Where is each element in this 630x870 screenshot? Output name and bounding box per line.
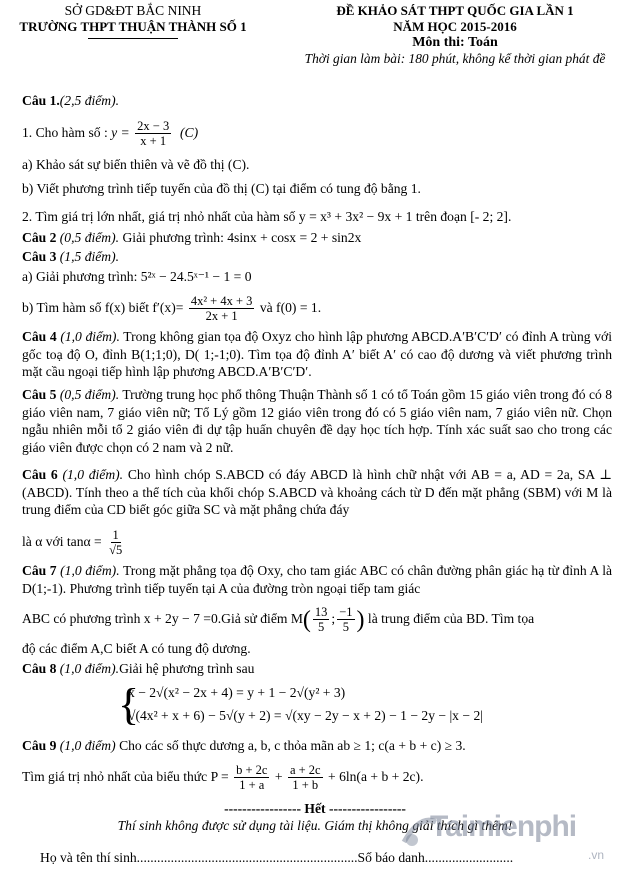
q3-b-tail: và f(0) = 1. — [259, 300, 322, 315]
q9-heading — [22, 737, 617, 755]
q9-text: Cho các số thực dương a, b, c thỏa mãn ab ≥ 1; c(a + b + c) ≥ 3. — [119, 738, 466, 753]
q6-points: (1,0 điểm). — [62, 467, 124, 482]
q7-mx-fraction — [313, 605, 330, 634]
q1-points: (2,5 điểm). — [59, 93, 120, 108]
department-name: SỞ GD&ĐT BẮC NINH — [64, 3, 202, 18]
q8-system — [118, 680, 488, 729]
q2-title: Câu 2 — [22, 230, 57, 245]
subject: Môn thi: Toán — [412, 35, 498, 50]
q5-points: (0,5 điểm). — [59, 387, 120, 402]
q7-line3: ABC có phương trình x + 2y − 7 =0.Giả sử điểm M( $\frac{13}{5}$ ; $\frac{-1}{5}$ ) là trung điểm của BD. Tìm tọa — [22, 605, 535, 635]
q7-line4: độ các điểm A,C biết A có tung độ dương. — [22, 641, 251, 656]
exam-header — [280, 3, 630, 67]
q7-my-num: −1 — [339, 605, 353, 620]
q9-points: (1,0 điểm) — [59, 738, 116, 753]
q1-part2: 2. Tìm giá trị lớn nhất, giá trị nhỏ nhất của hàm số y = x³ + 3x² − 9x + 1 trên đoạn [- 2; 2]. — [22, 209, 512, 224]
q9-title: Câu 9 — [22, 738, 57, 753]
q1-num: 2x − 3 — [137, 119, 170, 134]
q3-num: 4x² + 4x + 3 — [190, 294, 253, 309]
end-text: ----------------- Hết ----------------- — [224, 801, 406, 816]
q3-derivative-fraction — [189, 294, 255, 323]
q1-curve-label: (C) — [180, 125, 199, 140]
q2-text: Giải phương trình: 4sinx + cosx = 2 + sin2x — [122, 230, 362, 245]
q7-text: Trong mặt phẳng tọa độ Oxy, cho tam giác ABC có chân đường phân giác hạ từ đỉnh A là D(1;-1). Phương trình tiếp tuyến tại A của đường tròn ngoại tiếp tam giác — [22, 563, 613, 596]
q3-b-intro: b) Tìm hàm số f(x) biết f′(x)= — [22, 300, 184, 315]
school-header — [8, 3, 258, 39]
header-underline — [88, 38, 178, 39]
q5 — [22, 386, 612, 456]
q9-f1-den: 1 + a — [239, 778, 265, 793]
q8-title: Câu 8 — [22, 661, 57, 676]
q7-my-den: 5 — [342, 620, 349, 635]
q3-b — [22, 290, 617, 326]
q4-text: Trong không gian tọa độ Oxyz cho hình lập phương ABCD.A′B′C′D′ có đỉnh A trùng với gốc toạ độ O, đỉnh B(1;1;0), D( 1;-1;0). Tìm tọa độ đỉnh A′ biết A′ có cao độ dương và viết phương trình mặt cầu ngoại tiếp hình lập phương ABCD.A′B′C′D′. — [22, 329, 613, 379]
q6-tail-intro: là α với tanα = — [22, 534, 102, 549]
q4-points: (1,0 điểm). — [60, 329, 120, 344]
q9-line2-intro: Tìm giá trị nhỏ nhất của biểu thức P = — [22, 769, 229, 784]
q3-den: 2x + 1 — [205, 309, 238, 324]
q1-a: a) Khảo sát sự biến thiên và vẽ đồ thị (C). — [22, 157, 250, 172]
q7-points: (1,0 điểm). — [60, 563, 120, 578]
q7-line3-a: ABC có phương trình x + 2y − 7 =0.Giả sử điểm M — [22, 611, 303, 626]
q6-den: √5 — [109, 543, 123, 558]
q9-fraction-1 — [234, 763, 269, 792]
q2 — [22, 229, 617, 247]
q6-num: 1 — [112, 528, 119, 543]
watermark-logo — [400, 808, 626, 860]
watermark-tld: .vn — [588, 848, 605, 862]
q1-den: x + 1 — [140, 134, 167, 149]
paren-open: ( — [302, 606, 311, 633]
exam-note: Thí sinh không được sử dụng tài liệu. Giám thị không giải thích gì thêm! — [117, 818, 513, 833]
paren-close: ) — [356, 606, 365, 633]
q9-f2-den: 1 + b — [292, 778, 319, 793]
q8-eq1: x − 2√(x² − 2x + 4) = y + 1 − 2√(y² + 3) — [128, 685, 346, 700]
q7-mx-den: 5 — [318, 620, 325, 635]
q1-part1-intro: 1. Cho hàm số : — [22, 125, 108, 140]
q3-heading — [22, 248, 617, 266]
q1-function-fraction — [135, 119, 171, 148]
exam-title: ĐỀ KHẢO SÁT THPT QUỐC GIA LẦN 1 — [336, 3, 574, 18]
q9-fraction-2 — [288, 763, 323, 792]
candidate-info-line: Họ và tên thí sinh.................................................................Số báo danh.......................... — [40, 850, 514, 865]
q7-my-fraction — [337, 605, 354, 634]
q6-title: Câu 6 — [22, 467, 58, 482]
school-name: TRƯỜNG THPT THUẬN THÀNH SỐ 1 — [19, 19, 247, 34]
system-brace: { — [118, 680, 140, 729]
q9-tail: + 6ln(a + b + 2c). — [328, 769, 424, 784]
q9-expression — [22, 758, 617, 796]
q5-text: Trường trung học phổ thông Thuận Thành số 1 có tổ Toán gồm 15 giáo viên trong đó có 8 giáo viên nam, 7 giáo viên nữ; Tổ Lý gồm 12 giáo viên trong đó có 5 giáo viên nam, 7 giáo viên nữ. Chọn ngẫu nhiên mỗi tổ 2 giáo viên đi dự tập huấn chuyên đề dạy học tích hợp. Tính xác suất sao cho trong các giáo viên được chọn có 2 nam và 2 nữ. — [22, 387, 613, 455]
q8-text: Giải hệ phương trình sau — [119, 661, 255, 676]
q7-line3-b: là trung điểm của BD. Tìm tọa — [367, 611, 535, 626]
q9-plus: + — [274, 769, 283, 784]
q4-title: Câu 4 — [22, 329, 57, 344]
q8-points: (1,0 điểm). — [59, 661, 120, 676]
q2-points: (0,5 điểm). — [59, 230, 120, 245]
q7 — [22, 562, 612, 597]
school-year: NĂM HỌC 2015-2016 — [393, 19, 517, 34]
q9-f1-num: b + 2c — [236, 763, 268, 778]
q1-part1 — [22, 116, 617, 150]
q1-func-y: y = — [111, 125, 130, 140]
q7-title: Câu 7 — [22, 563, 57, 578]
q3-a: a) Giải phương trình: 5²ˣ − 24.5ˣ⁻¹ − 1 = 0 — [22, 269, 252, 284]
q8-heading — [22, 660, 617, 678]
q1-title: Câu 1. — [22, 93, 60, 108]
q6-tail — [22, 524, 617, 560]
q9-f2-num: a + 2c — [289, 763, 321, 778]
q6-text: Cho hình chóp S.ABCD có đáy ABCD là hình chữ nhật với AB = a, AD = 2a, SA ⊥ (ABCD). Tính theo a thể tích của khối chóp S.ABCD và khoảng cách từ D đến mặt phẳng (SBM) với M là trung điểm của CD biết góc giữa SC và mặt phẳng chứa đáy — [22, 467, 613, 517]
q1-heading — [22, 92, 617, 110]
q3-points: (1,5 điểm). — [59, 249, 120, 264]
q6-tan-fraction — [107, 528, 124, 557]
time-limit: Thời gian làm bài: 180 phút, không kể thời gian phát đề — [304, 51, 606, 66]
q1-b: b) Viết phương trình tiếp tuyến của đồ thị (C) tại điểm có tung độ bằng 1. — [22, 181, 421, 196]
q6 — [22, 466, 612, 519]
watermark-brand: Taimienphi — [430, 810, 577, 843]
q5-title: Câu 5 — [22, 387, 57, 402]
q8-eq2: √(4x² + x + 6) − 5√(y + 2) = √(xy − 2y − x + 2) − 1 − 2y − |x − 2| — [128, 708, 483, 723]
q7-mx-num: 13 — [314, 605, 328, 620]
q4 — [22, 328, 612, 381]
q3-title: Câu 3 — [22, 249, 57, 264]
